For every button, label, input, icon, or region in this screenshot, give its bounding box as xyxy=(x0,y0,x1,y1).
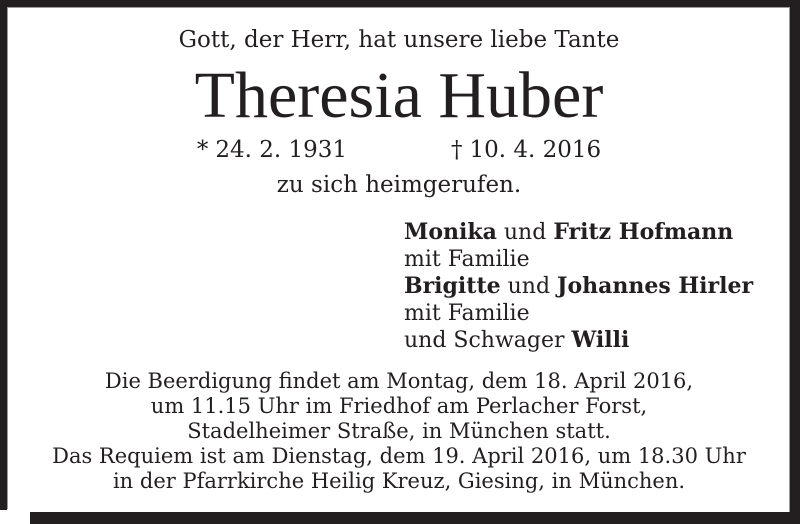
frame-right-border xyxy=(790,0,800,524)
mourner-suffix: mit Familie xyxy=(404,247,530,272)
funeral-line: Stadelheimer Straße, in München statt. xyxy=(187,419,611,443)
birth-star-icon: * xyxy=(196,137,209,163)
mourner-prefix: und Schwager xyxy=(404,328,572,353)
frame-top-border xyxy=(0,0,800,7)
birth-date xyxy=(197,136,347,166)
mourner-connector: und xyxy=(500,274,558,299)
death-date xyxy=(451,136,601,166)
mourner-line xyxy=(404,300,753,327)
mourner-line xyxy=(404,219,753,246)
mourner-name: Johannes Hirler xyxy=(557,273,754,299)
death-cross-icon: † xyxy=(451,137,463,163)
mourner-line xyxy=(404,273,753,300)
frame-top-hairline xyxy=(7,7,790,8)
mourner-name: Monika xyxy=(404,219,497,245)
called-home-line: zu sich heimgerufen. xyxy=(276,172,522,198)
funeral-details-block xyxy=(8,369,790,494)
mourners-block xyxy=(404,219,753,354)
mourner-line xyxy=(404,246,753,273)
death-date-value: 10. 4. 2016 xyxy=(469,137,602,163)
mourner-line xyxy=(404,327,753,354)
funeral-line: in der Pfarrkirche Heilig Kreuz, Giesing, in München. xyxy=(112,469,686,493)
intro-line: Gott, der Herr, hat unsere liebe Tante xyxy=(178,27,620,53)
mourner-name: Fritz Hofmann xyxy=(553,219,734,245)
funeral-line: um 11.15 Uhr im Friedhof am Perlacher Forst, xyxy=(150,394,648,418)
mourner-connector: und xyxy=(496,220,554,245)
deceased-name: Theresia Huber xyxy=(194,59,604,132)
frame-left-border xyxy=(0,0,7,510)
funeral-line: Das Requiem ist am Dienstag, dem 19. April 2016, um 18.30 Uhr xyxy=(52,444,746,468)
mourner-name: Brigitte xyxy=(404,273,501,299)
funeral-line: Die Beerdigung findet am Montag, dem 18. April 2016, xyxy=(104,369,694,393)
birth-date-value: 24. 2. 1931 xyxy=(215,137,347,163)
mourner-suffix: mit Familie xyxy=(404,301,530,326)
dates-row xyxy=(8,136,790,166)
mourner-name: Willi xyxy=(571,327,630,353)
frame-bottom-border xyxy=(30,512,800,524)
